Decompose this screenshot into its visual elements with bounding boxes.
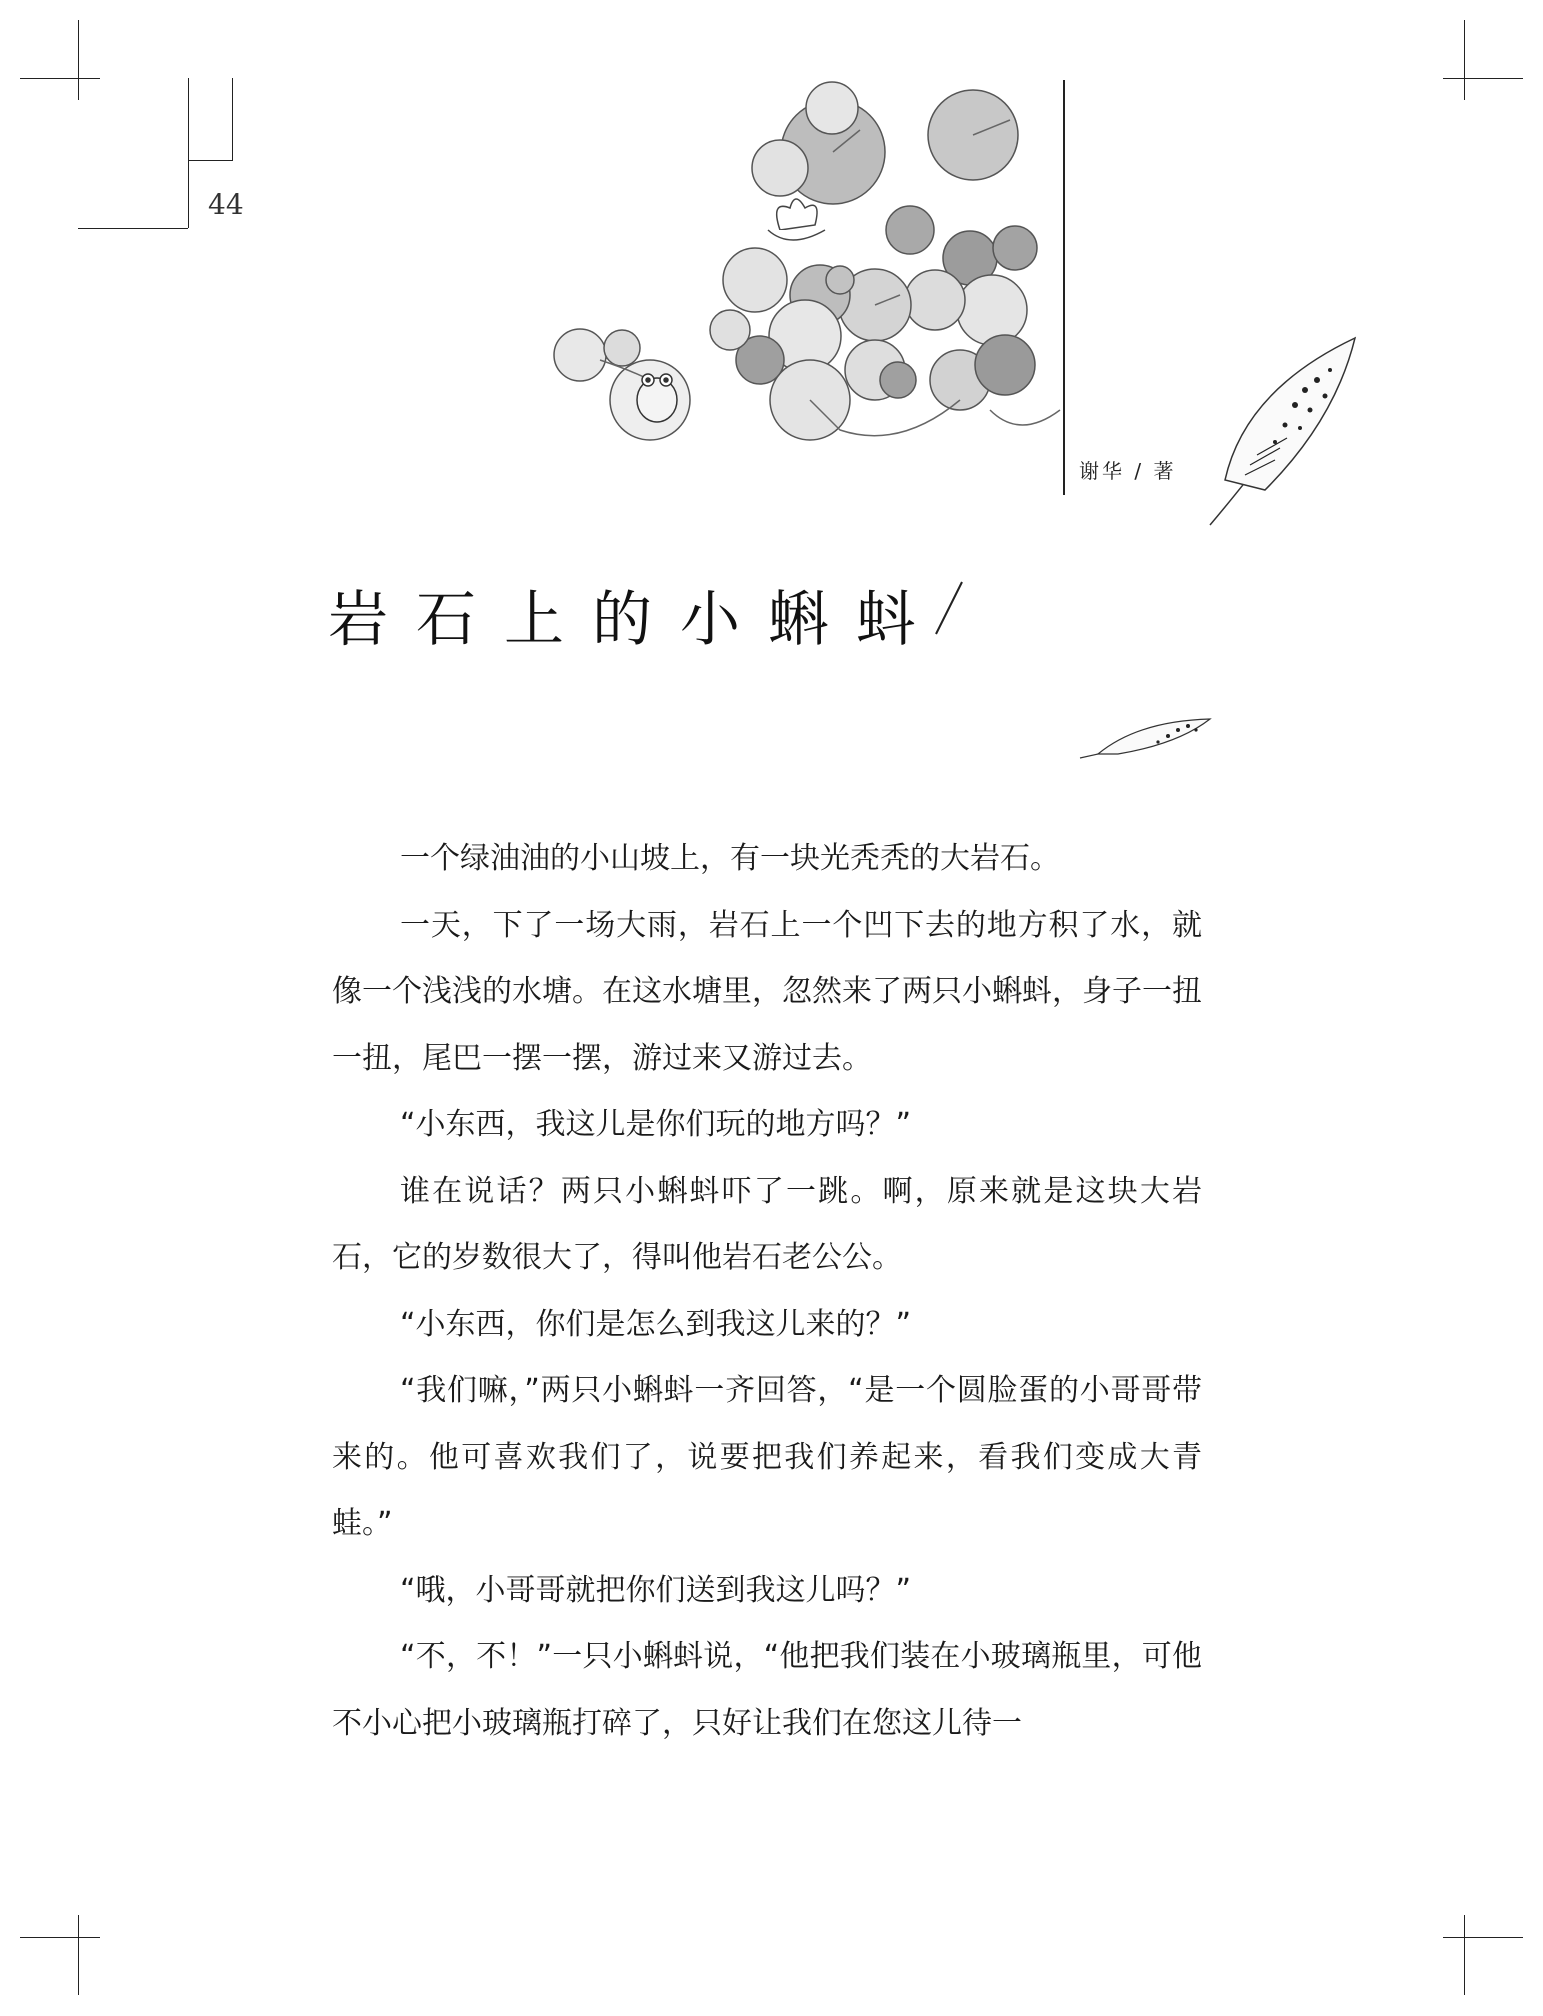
paragraph: 一个绿油油的小山坡上，有一块光秃秃的大岩石。	[400, 841, 1060, 876]
paragraph: “我们嘛，”两只小蝌蚪一齐回答，“是一个圆脸蛋的小哥哥带来的。他可喜欢我们了，说要把我们养起来，看我们变成大青蛙。”	[332, 1373, 1202, 1541]
paragraph: “不，不！”一只小蝌蚪说，“他把我们装在小玻璃瓶里，可他不小心把小玻璃瓶打碎了，只好让我们在您这儿待一	[332, 1639, 1202, 1741]
author-credit: 谢华 / 著	[1079, 459, 1177, 483]
page-number: 44	[208, 188, 244, 221]
story-body	[332, 826, 1202, 1757]
paragraph: “小东西，你们是怎么到我这儿来的？”	[400, 1306, 912, 1342]
paragraph: “小东西，我这儿是你们玩的地方吗？”	[400, 1107, 912, 1142]
paragraph: 谁在说话？两只小蝌蚪吓了一跳。啊，原来就是这块大岩石，它的岁数很大了，得叫他岩石老公公。	[332, 1173, 1202, 1275]
small-feather-icon	[1078, 716, 1213, 761]
paragraph: 一天，下了一场大雨，岩石上一个凹下去的地方积了水，就像一个浅浅的水塘。在这水塘里，忽然来了两只小蝌蚪，身子一扭一扭，尾巴一摆一摆，游过来又游过去。	[332, 907, 1202, 1076]
header-divider	[1063, 80, 1065, 495]
lily-pad-illustration	[540, 80, 1070, 480]
paragraph: “哦，小哥哥就把你们送到我这儿吗？”	[400, 1572, 912, 1608]
story-title: 岩石上的小蝌蚪	[328, 585, 944, 655]
feather-icon	[1205, 330, 1365, 530]
title-slash-mark	[932, 578, 966, 638]
